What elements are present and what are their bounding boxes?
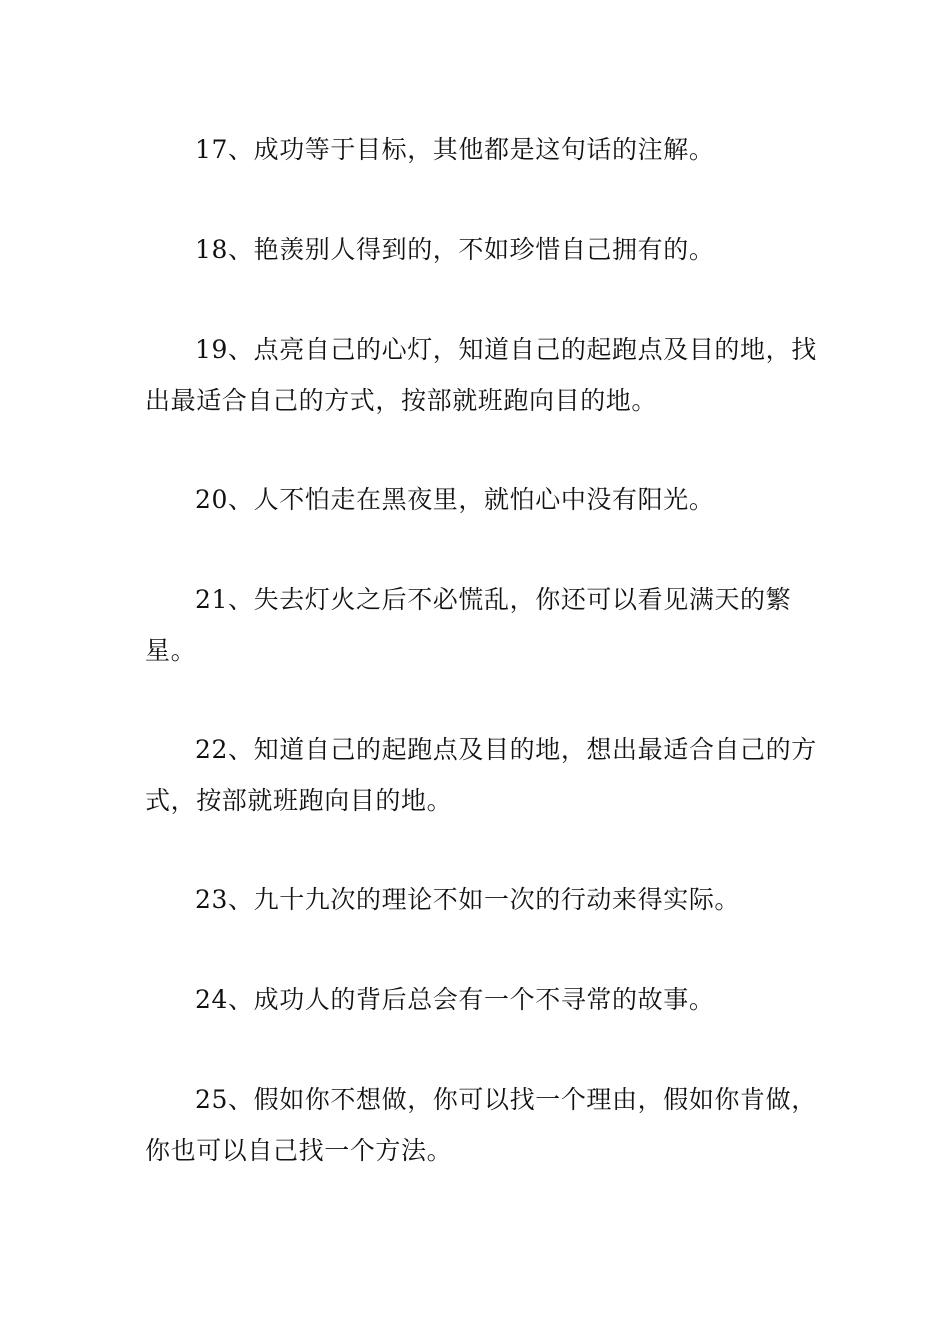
quote-paragraph-19: 19、点亮自己的心灯，知道自己的起跑点及目的地，找出最适合自己的方式，按部就班跑向目的地。 bbox=[145, 335, 817, 415]
quote-paragraph-21: 21、失去灯火之后不必慌乱，你还可以看见满天的繁星。 bbox=[145, 585, 792, 665]
quote-paragraph-24: 24、成功人的背后总会有一个不寻常的故事。 bbox=[195, 985, 715, 1014]
quote-paragraph-20: 20、人不怕走在黑夜里，就怕心中没有阳光。 bbox=[195, 485, 715, 514]
quote-paragraph-22: 22、知道自己的起跑点及目的地，想出最适合自己的方式，按部就班跑向目的地。 bbox=[145, 735, 817, 815]
quote-paragraph-17: 17、成功等于目标，其他都是这句话的注解。 bbox=[195, 135, 715, 164]
quote-paragraph-25: 25、假如你不想做，你可以找一个理由，假如你肯做，你也可以自己找一个方法。 bbox=[145, 1085, 817, 1165]
quote-paragraph-18: 18、艳羡别人得到的，不如珍惜自己拥有的。 bbox=[195, 235, 715, 264]
quote-paragraph-23: 23、九十九次的理论不如一次的行动来得实际。 bbox=[195, 885, 741, 914]
